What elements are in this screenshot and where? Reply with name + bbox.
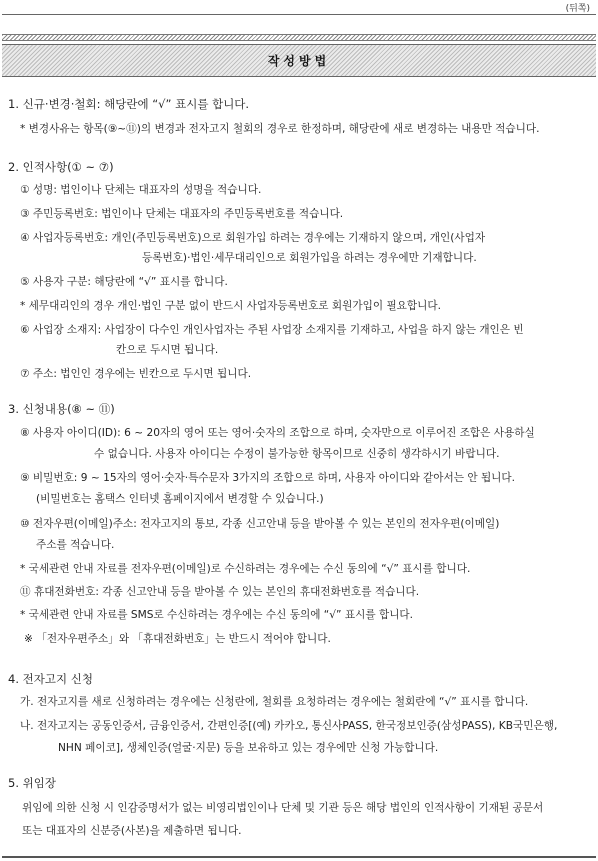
bottom-rule — [2, 856, 596, 858]
section-3-line-1: ⑧ 사용자 아이디(ID): 6 ~ 20자의 영어 또는 영어·숫자의 조합으로 하며, 숫자만으로 이루어진 조합은 사용하실 — [20, 427, 535, 439]
page-title: 작성방법 — [267, 54, 331, 68]
section-2-line-6: * 세무대리인의 경우 개인·법인 구분 없이 반드시 사업자등록번호로 회원가입이 필요합니다. — [20, 300, 441, 312]
back-page-note: (뒤쪽) — [565, 4, 590, 14]
section-3-line-2: 수 없습니다. 사용자 아이디는 수정이 불가능한 항목이므로 신중히 생각하시기 바랍니다. — [94, 448, 500, 460]
section-2-line-2: ③ 주민등록번호: 법인이나 단체는 대표자의 주민등록번호를 적습니다. — [20, 208, 344, 220]
section-heading-5: 5. 위임장 — [8, 776, 56, 790]
section-2-line-8: 칸으로 두시면 됩니다. — [116, 344, 219, 356]
section-3-line-5: ⑩ 전자우편(이메일)주소: 전자고지의 통보, 각종 신고안내 등을 받아볼 수 있는 본인의 전자우편(이메일) — [20, 518, 500, 530]
section-3-line-4: (비밀번호는 홈택스 인터넷 홈페이지에서 변경할 수 있습니다.) — [36, 493, 324, 505]
section-3-line-9: * 국세관련 안내 자료를 SMS로 수신하려는 경우에는 수신 동의에 “√” 표시를 합니다. — [20, 609, 414, 621]
section-2-line-1: ① 성명: 법인이나 단체는 대표자의 성명을 적습니다. — [20, 184, 262, 196]
section-1-line-1: * 변경사유는 항목(⑨~⑪)의 변경과 전자고지 철회의 경우로 한정하며, 해당란에 새로 변경하는 내용만 적습니다. — [20, 123, 540, 135]
section-5-line-1: 위임에 의한 신청 시 인감증명서가 없는 비영리법인이나 단체 및 기관 등은 해당 법인의 인적사항이 기재된 공문서 — [22, 802, 544, 814]
section-4-line-3: NHN 페이코], 생체인증(얼굴·지문) 등을 보유하고 있는 경우에만 신청 가능합니다. — [58, 742, 439, 754]
section-3-line-10: ※ 「전자우편주소」와 「휴대전화번호」는 반드시 적어야 합니다. — [24, 633, 331, 645]
title-bar — [2, 44, 596, 77]
section-heading-3: 3. 신청내용(⑧ ~ ⑪) — [8, 402, 115, 416]
hatch-band — [2, 34, 596, 41]
section-4-line-1: 가. 전자고지를 새로 신청하려는 경우에는 신청란에, 철회를 요청하려는 경우에는 철회란에 “√” 표시를 합니다. — [20, 696, 529, 708]
section-2-line-5: ⑤ 사용자 구분: 해당란에 “√” 표시를 합니다. — [20, 276, 228, 288]
section-heading-2: 2. 인적사항(① ~ ⑦) — [8, 160, 114, 174]
section-3-line-3: ⑨ 비밀번호: 9 ~ 15자의 영어·숫자·특수문자 3가지의 조합으로 하며, 사용자 아이디와 같아서는 안 됩니다. — [20, 472, 516, 484]
section-5-line-2: 또는 대표자의 신분증(사본)을 제출하면 됩니다. — [22, 825, 242, 837]
section-heading-4: 4. 전자고지 신청 — [8, 672, 93, 686]
section-2-line-4: 등록번호)·법인·세무대리인으로 회원가입을 하려는 경우에만 기재합니다. — [142, 252, 477, 264]
section-3-line-8: ⑪ 휴대전화번호: 각종 신고안내 등을 받아볼 수 있는 본인의 휴대전화번호를 적습니다. — [20, 586, 420, 598]
section-3-line-7: * 국세관련 안내 자료를 전자우편(이메일)로 수신하려는 경우에는 수신 동의에 “√” 표시를 합니다. — [20, 563, 471, 575]
top-rule — [2, 14, 596, 15]
section-2-line-9: ⑦ 주소: 법인인 경우에는 빈칸으로 두시면 됩니다. — [20, 368, 252, 380]
section-2-line-3: ④ 사업자등록번호: 개인(주민등록번호)으로 회원가입 하려는 경우에는 기재하지 않으며, 개인(사업자 — [20, 232, 486, 244]
section-heading-1: 1. 신규·변경·철회: 해당란에 “√” 표시를 합니다. — [8, 97, 250, 111]
section-2-line-7: ⑥ 사업장 소재지: 사업장이 다수인 개인사업자는 주된 사업장 소재지를 기재하고, 사업을 하지 않는 개인은 빈 — [20, 324, 524, 336]
section-4-line-2: 나. 전자고지는 공동인증서, 금융인증서, 간편인증[(예) 카카오, 통신사PASS, 한국정보인증(삼성PASS), KB국민은행, — [20, 720, 558, 732]
section-3-line-6: 주소를 적습니다. — [36, 539, 115, 551]
